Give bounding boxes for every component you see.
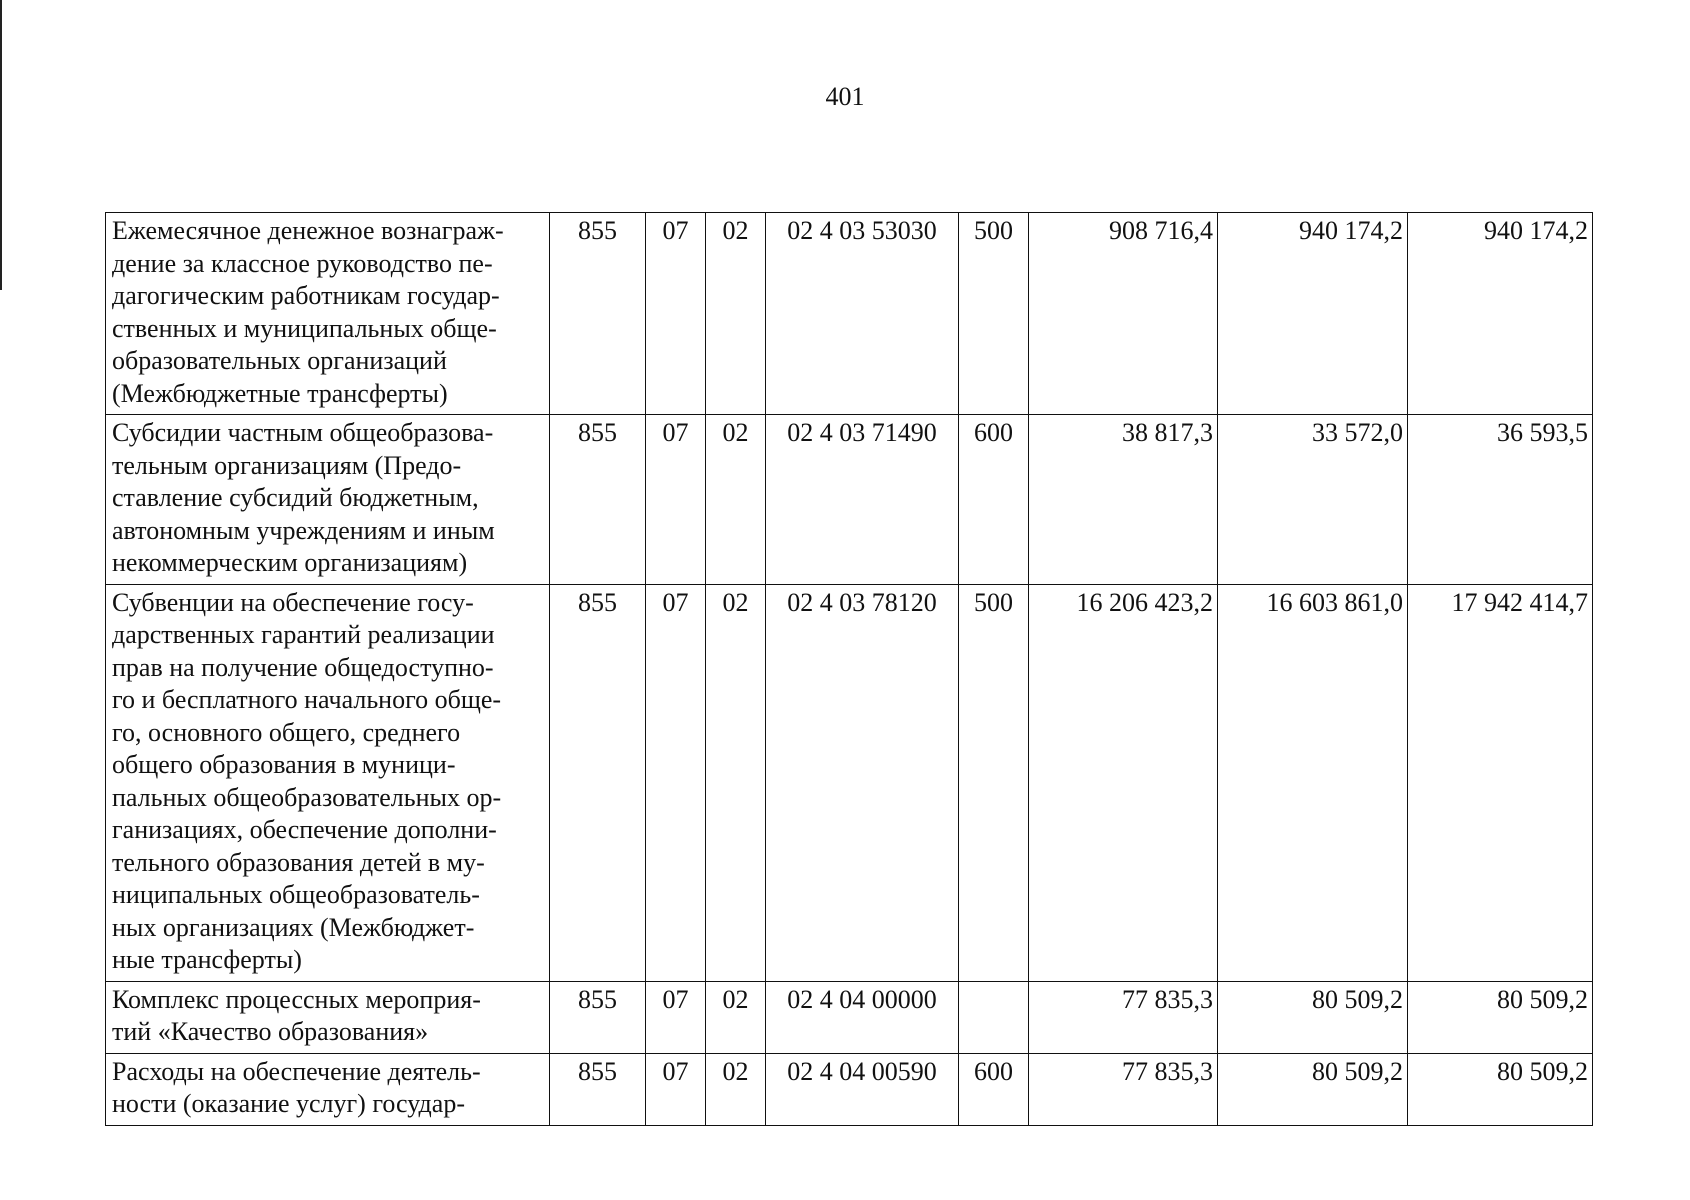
target-article-cell: 02 4 03 53030 <box>766 213 959 415</box>
amount-year3-cell: 80 509,2 <box>1408 981 1593 1053</box>
subsection-code-cell: 02 <box>706 584 766 981</box>
table-row <box>106 584 1593 981</box>
amount-year2-cell: 16 603 861,0 <box>1218 584 1408 981</box>
scan-edge-line <box>0 0 2 290</box>
target-article-cell: 02 4 03 78120 <box>766 584 959 981</box>
description-line: ные трансферты) <box>112 945 302 974</box>
amount-year3-cell: 940 174,2 <box>1408 213 1593 415</box>
description-line: ставление субсидий бюджетным, <box>112 483 479 512</box>
subsection-code-cell: 02 <box>706 415 766 585</box>
amount-year1-cell: 16 206 423,2 <box>1029 584 1218 981</box>
description-line: дарственных гарантий реализации <box>112 620 495 649</box>
table-row <box>106 1053 1593 1125</box>
expense-type-cell: 500 <box>959 213 1029 415</box>
table-row <box>106 415 1593 585</box>
table-row <box>106 213 1593 415</box>
amount-year1-cell: 77 835,3 <box>1029 1053 1218 1125</box>
description-line: тельным организациям (Предо- <box>112 450 462 480</box>
amount-year3-cell: 17 942 414,7 <box>1408 584 1593 981</box>
grbs-code-cell: 855 <box>550 981 646 1053</box>
description-line: Комплекс процессных мероприя- <box>112 984 481 1014</box>
section-code-cell: 07 <box>646 1053 706 1125</box>
description-line: Расходы на обеспечение деятель- <box>112 1056 481 1086</box>
description-line: (Межбюджетные трансферты) <box>112 378 448 408</box>
expense-type-cell: 600 <box>959 1053 1029 1125</box>
table-body <box>106 213 1593 1126</box>
amount-year2-cell: 80 509,2 <box>1218 1053 1408 1125</box>
description-line: тий «Качество образования» <box>112 1017 429 1046</box>
subsection-code-cell: 02 <box>706 213 766 415</box>
target-article-cell: 02 4 03 71490 <box>766 415 959 585</box>
description-line: пальных общеобразовательных ор- <box>112 782 502 812</box>
description-line: Ежемесячное денежное вознаграж- <box>112 216 504 245</box>
description-line: ственных и муниципальных обще- <box>112 313 497 343</box>
expense-type-cell: 600 <box>959 415 1029 585</box>
expense-type-cell: 500 <box>959 584 1029 981</box>
description-line: Субвенции на обеспечение госу- <box>112 587 474 617</box>
section-code-cell: 07 <box>646 213 706 415</box>
section-code-cell: 07 <box>646 981 706 1053</box>
description-line: общего образования в муници- <box>112 750 456 779</box>
description-line: ности (оказание услуг) государ- <box>112 1089 465 1118</box>
description-line: тельного образования детей в му- <box>112 847 485 877</box>
amount-year2-cell: 33 572,0 <box>1218 415 1408 585</box>
row-description-cell <box>106 213 550 415</box>
budget-table <box>105 212 1593 1126</box>
amount-year3-cell: 80 509,2 <box>1408 1053 1593 1125</box>
description-line: Субсидии частным общеобразова- <box>112 418 494 447</box>
row-description-cell <box>106 584 550 981</box>
expense-type-cell <box>959 981 1029 1053</box>
description-line: ных организациях (Межбюджет- <box>112 912 475 942</box>
description-line: автономным учреждениям и иным <box>112 515 495 545</box>
subsection-code-cell: 02 <box>706 1053 766 1125</box>
description-line: го и бесплатного начального обще- <box>112 685 502 714</box>
section-code-cell: 07 <box>646 415 706 585</box>
description-line: го, основного общего, среднего <box>112 717 461 747</box>
section-code-cell: 07 <box>646 584 706 981</box>
amount-year1-cell: 908 716,4 <box>1029 213 1218 415</box>
description-line: ниципальных общеобразователь- <box>112 880 480 909</box>
grbs-code-cell: 855 <box>550 213 646 415</box>
amount-year1-cell: 77 835,3 <box>1029 981 1218 1053</box>
grbs-code-cell: 855 <box>550 415 646 585</box>
grbs-code-cell: 855 <box>550 584 646 981</box>
amount-year3-cell: 36 593,5 <box>1408 415 1593 585</box>
row-description-cell <box>106 415 550 585</box>
subsection-code-cell: 02 <box>706 981 766 1053</box>
description-line: прав на получение общедоступно- <box>112 652 494 682</box>
row-description-cell <box>106 981 550 1053</box>
target-article-cell: 02 4 04 00590 <box>766 1053 959 1125</box>
amount-year2-cell: 80 509,2 <box>1218 981 1408 1053</box>
target-article-cell: 02 4 04 00000 <box>766 981 959 1053</box>
table-row <box>106 981 1593 1053</box>
grbs-code-cell: 855 <box>550 1053 646 1125</box>
description-line: ганизациях, обеспечение дополни- <box>112 815 497 844</box>
row-description-cell <box>106 1053 550 1125</box>
description-line: дение за классное руководство пе- <box>112 248 493 278</box>
page-number: 401 <box>825 82 865 111</box>
description-line: дагогическим работникам государ- <box>112 281 500 310</box>
description-line: некоммерческим организациям) <box>112 548 468 577</box>
description-line: образовательных организаций <box>112 346 447 375</box>
amount-year2-cell: 940 174,2 <box>1218 213 1408 415</box>
amount-year1-cell: 38 817,3 <box>1029 415 1218 585</box>
